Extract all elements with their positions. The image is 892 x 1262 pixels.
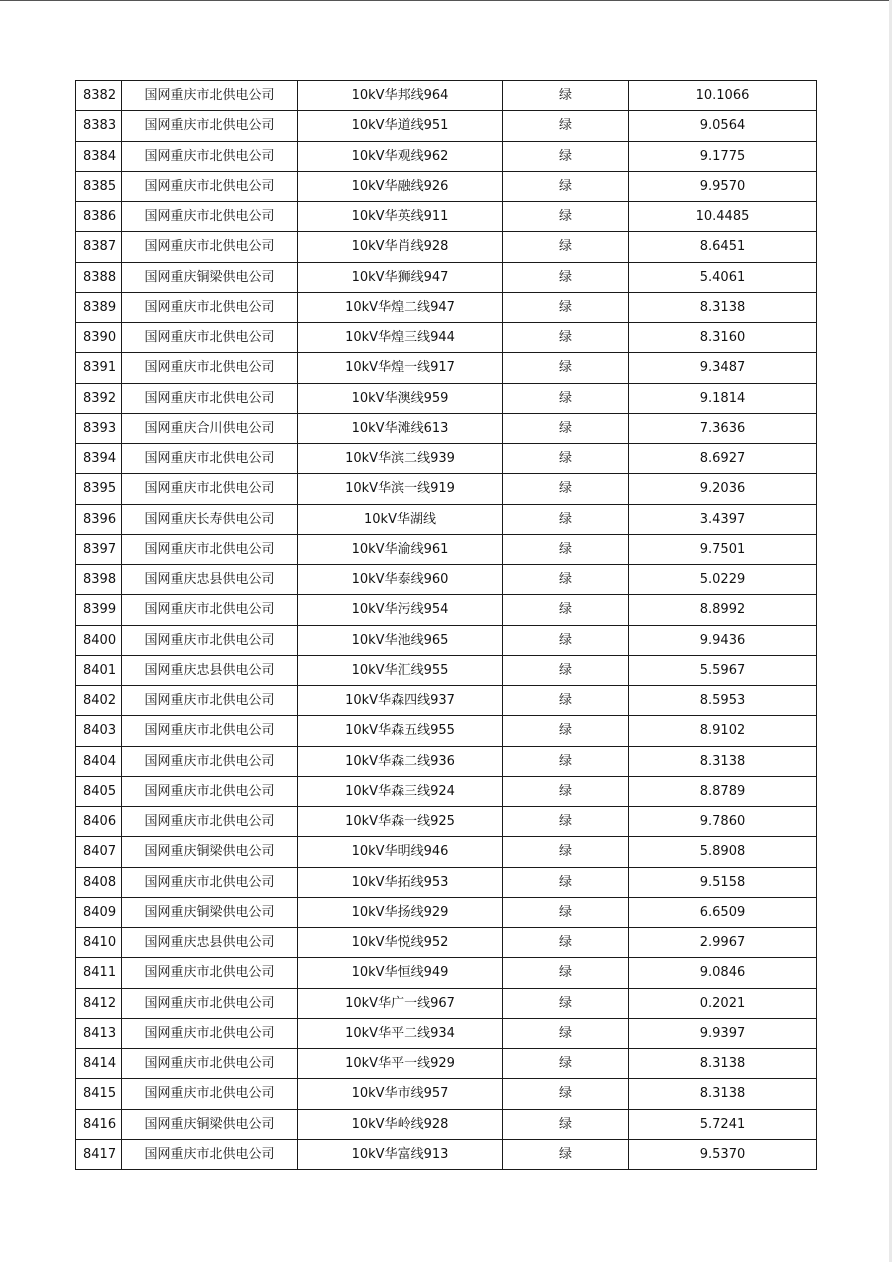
value-cell: 0.2021: [629, 988, 817, 1018]
line-name-cell: 10kV华煌二线947: [298, 292, 503, 322]
status-cell: 绿: [503, 111, 629, 141]
row-number-cell: 8413: [76, 1018, 122, 1048]
status-cell: 绿: [503, 413, 629, 443]
company-cell: 国网重庆市北供电公司: [122, 111, 298, 141]
status-cell: 绿: [503, 474, 629, 504]
company-cell: 国网重庆市北供电公司: [122, 444, 298, 474]
row-number-cell: 8389: [76, 292, 122, 322]
value-cell: 5.8908: [629, 837, 817, 867]
line-name-cell: 10kV华汇线955: [298, 655, 503, 685]
table-row: [76, 141, 817, 171]
line-name-cell: 10kV华市线957: [298, 1079, 503, 1109]
row-number-cell: 8383: [76, 111, 122, 141]
company-cell: 国网重庆市北供电公司: [122, 686, 298, 716]
status-cell: 绿: [503, 958, 629, 988]
value-cell: 8.8992: [629, 595, 817, 625]
table-row: [76, 474, 817, 504]
line-name-cell: 10kV华澳线959: [298, 383, 503, 413]
table-row: [76, 111, 817, 141]
value-cell: 9.0564: [629, 111, 817, 141]
status-cell: 绿: [503, 867, 629, 897]
table-row: [76, 1109, 817, 1139]
line-name-cell: 10kV华森三线924: [298, 776, 503, 806]
table-row: [76, 897, 817, 927]
company-cell: 国网重庆长寿供电公司: [122, 504, 298, 534]
table-row: [76, 504, 817, 534]
line-name-cell: 10kV华广一线967: [298, 988, 503, 1018]
company-cell: 国网重庆市北供电公司: [122, 1049, 298, 1079]
value-cell: 8.3138: [629, 746, 817, 776]
company-cell: 国网重庆合川供电公司: [122, 413, 298, 443]
value-cell: 8.8789: [629, 776, 817, 806]
row-number-cell: 8402: [76, 686, 122, 716]
value-cell: 9.0846: [629, 958, 817, 988]
row-number-cell: 8410: [76, 928, 122, 958]
row-number-cell: 8407: [76, 837, 122, 867]
status-cell: 绿: [503, 504, 629, 534]
line-name-cell: 10kV华污线954: [298, 595, 503, 625]
company-cell: 国网重庆市北供电公司: [122, 625, 298, 655]
company-cell: 国网重庆市北供电公司: [122, 746, 298, 776]
table-row: [76, 1079, 817, 1109]
company-cell: 国网重庆市北供电公司: [122, 353, 298, 383]
line-name-cell: 10kV华湖线: [298, 504, 503, 534]
status-cell: 绿: [503, 897, 629, 927]
table-row: [76, 353, 817, 383]
company-cell: 国网重庆铜梁供电公司: [122, 897, 298, 927]
value-cell: 5.7241: [629, 1109, 817, 1139]
line-name-cell: 10kV华池线965: [298, 625, 503, 655]
company-cell: 国网重庆市北供电公司: [122, 867, 298, 897]
value-cell: 9.3487: [629, 353, 817, 383]
row-number-cell: 8388: [76, 262, 122, 292]
table-row: [76, 776, 817, 806]
status-cell: 绿: [503, 292, 629, 322]
table-row: [76, 383, 817, 413]
table-row: [76, 716, 817, 746]
line-name-cell: 10kV华明线946: [298, 837, 503, 867]
company-cell: 国网重庆市北供电公司: [122, 141, 298, 171]
table-row: [76, 1049, 817, 1079]
table-row: [76, 171, 817, 201]
table-row: [76, 746, 817, 776]
company-cell: 国网重庆市北供电公司: [122, 534, 298, 564]
row-number-cell: 8415: [76, 1079, 122, 1109]
status-cell: 绿: [503, 353, 629, 383]
company-cell: 国网重庆忠县供电公司: [122, 655, 298, 685]
row-number-cell: 8387: [76, 232, 122, 262]
table-row: [76, 565, 817, 595]
value-cell: 8.3138: [629, 1079, 817, 1109]
line-name-cell: 10kV华煌一线917: [298, 353, 503, 383]
table-row: [76, 413, 817, 443]
table-row: [76, 232, 817, 262]
line-name-cell: 10kV华悦线952: [298, 928, 503, 958]
company-cell: 国网重庆市北供电公司: [122, 202, 298, 232]
row-number-cell: 8409: [76, 897, 122, 927]
row-number-cell: 8417: [76, 1139, 122, 1169]
value-cell: 2.9967: [629, 928, 817, 958]
company-cell: 国网重庆市北供电公司: [122, 1079, 298, 1109]
row-number-cell: 8406: [76, 807, 122, 837]
value-cell: 5.0229: [629, 565, 817, 595]
status-cell: 绿: [503, 383, 629, 413]
table-row: [76, 807, 817, 837]
page-top-border: [0, 0, 892, 1]
status-cell: 绿: [503, 625, 629, 655]
row-number-cell: 8397: [76, 534, 122, 564]
status-cell: 绿: [503, 988, 629, 1018]
value-cell: 8.3138: [629, 1049, 817, 1079]
value-cell: 3.4397: [629, 504, 817, 534]
row-number-cell: 8404: [76, 746, 122, 776]
table-row: [76, 323, 817, 353]
line-name-cell: 10kV华森一线925: [298, 807, 503, 837]
line-name-cell: 10kV华森二线936: [298, 746, 503, 776]
line-name-cell: 10kV华滨一线919: [298, 474, 503, 504]
row-number-cell: 8400: [76, 625, 122, 655]
company-cell: 国网重庆市北供电公司: [122, 776, 298, 806]
company-cell: 国网重庆市北供电公司: [122, 958, 298, 988]
value-cell: 9.2036: [629, 474, 817, 504]
company-cell: 国网重庆市北供电公司: [122, 474, 298, 504]
row-number-cell: 8391: [76, 353, 122, 383]
row-number-cell: 8386: [76, 202, 122, 232]
value-cell: 5.4061: [629, 262, 817, 292]
company-cell: 国网重庆市北供电公司: [122, 323, 298, 353]
value-cell: 9.9436: [629, 625, 817, 655]
company-cell: 国网重庆市北供电公司: [122, 1018, 298, 1048]
company-cell: 国网重庆市北供电公司: [122, 292, 298, 322]
row-number-cell: 8384: [76, 141, 122, 171]
status-cell: 绿: [503, 262, 629, 292]
line-name-cell: 10kV华拓线953: [298, 867, 503, 897]
row-number-cell: 8392: [76, 383, 122, 413]
status-cell: 绿: [503, 171, 629, 201]
status-cell: 绿: [503, 686, 629, 716]
status-cell: 绿: [503, 807, 629, 837]
data-table: [75, 80, 817, 1170]
company-cell: 国网重庆市北供电公司: [122, 232, 298, 262]
table-row: [76, 534, 817, 564]
line-name-cell: 10kV华道线951: [298, 111, 503, 141]
status-cell: 绿: [503, 141, 629, 171]
table-row: [76, 686, 817, 716]
status-cell: 绿: [503, 776, 629, 806]
table-row: [76, 867, 817, 897]
line-name-cell: 10kV华泰线960: [298, 565, 503, 595]
status-cell: 绿: [503, 746, 629, 776]
company-cell: 国网重庆市北供电公司: [122, 383, 298, 413]
row-number-cell: 8403: [76, 716, 122, 746]
line-name-cell: 10kV华邦线964: [298, 81, 503, 111]
status-cell: 绿: [503, 565, 629, 595]
line-name-cell: 10kV华滨二线939: [298, 444, 503, 474]
status-cell: 绿: [503, 1109, 629, 1139]
status-cell: 绿: [503, 444, 629, 474]
line-name-cell: 10kV华渝线961: [298, 534, 503, 564]
company-cell: 国网重庆市北供电公司: [122, 595, 298, 625]
table-row: [76, 262, 817, 292]
value-cell: 8.9102: [629, 716, 817, 746]
row-number-cell: 8416: [76, 1109, 122, 1139]
status-cell: 绿: [503, 534, 629, 564]
status-cell: 绿: [503, 81, 629, 111]
line-name-cell: 10kV华融线926: [298, 171, 503, 201]
status-cell: 绿: [503, 1139, 629, 1169]
status-cell: 绿: [503, 928, 629, 958]
table-row: [76, 595, 817, 625]
line-name-cell: 10kV华岭线928: [298, 1109, 503, 1139]
table-row: [76, 958, 817, 988]
status-cell: 绿: [503, 232, 629, 262]
status-cell: 绿: [503, 837, 629, 867]
line-name-cell: 10kV华森五线955: [298, 716, 503, 746]
value-cell: 9.9397: [629, 1018, 817, 1048]
row-number-cell: 8390: [76, 323, 122, 353]
value-cell: 8.6927: [629, 444, 817, 474]
row-number-cell: 8398: [76, 565, 122, 595]
status-cell: 绿: [503, 1049, 629, 1079]
line-name-cell: 10kV华扬线929: [298, 897, 503, 927]
value-cell: 9.7501: [629, 534, 817, 564]
value-cell: 8.6451: [629, 232, 817, 262]
table-row: [76, 837, 817, 867]
line-name-cell: 10kV华肖线928: [298, 232, 503, 262]
line-name-cell: 10kV华富线913: [298, 1139, 503, 1169]
value-cell: 8.3160: [629, 323, 817, 353]
line-name-cell: 10kV华森四线937: [298, 686, 503, 716]
line-name-cell: 10kV华狮线947: [298, 262, 503, 292]
company-cell: 国网重庆忠县供电公司: [122, 928, 298, 958]
status-cell: 绿: [503, 716, 629, 746]
line-name-cell: 10kV华平一线929: [298, 1049, 503, 1079]
value-cell: 8.5953: [629, 686, 817, 716]
value-cell: 9.5158: [629, 867, 817, 897]
row-number-cell: 8412: [76, 988, 122, 1018]
table-row: [76, 1139, 817, 1169]
status-cell: 绿: [503, 202, 629, 232]
value-cell: 9.9570: [629, 171, 817, 201]
status-cell: 绿: [503, 595, 629, 625]
value-cell: 8.3138: [629, 292, 817, 322]
row-number-cell: 8414: [76, 1049, 122, 1079]
value-cell: 7.3636: [629, 413, 817, 443]
line-name-cell: 10kV华滩线613: [298, 413, 503, 443]
status-cell: 绿: [503, 655, 629, 685]
value-cell: 10.4485: [629, 202, 817, 232]
line-name-cell: 10kV华平二线934: [298, 1018, 503, 1048]
company-cell: 国网重庆市北供电公司: [122, 81, 298, 111]
row-number-cell: 8401: [76, 655, 122, 685]
line-name-cell: 10kV华煌三线944: [298, 323, 503, 353]
status-cell: 绿: [503, 323, 629, 353]
row-number-cell: 8411: [76, 958, 122, 988]
table-row: [76, 988, 817, 1018]
value-cell: 5.5967: [629, 655, 817, 685]
row-number-cell: 8395: [76, 474, 122, 504]
table-row: [76, 202, 817, 232]
value-cell: 9.5370: [629, 1139, 817, 1169]
row-number-cell: 8393: [76, 413, 122, 443]
table-body: [76, 81, 817, 1170]
company-cell: 国网重庆市北供电公司: [122, 988, 298, 1018]
row-number-cell: 8405: [76, 776, 122, 806]
table-row: [76, 625, 817, 655]
row-number-cell: 8396: [76, 504, 122, 534]
value-cell: 9.7860: [629, 807, 817, 837]
status-cell: 绿: [503, 1079, 629, 1109]
row-number-cell: 8399: [76, 595, 122, 625]
table-row: [76, 1018, 817, 1048]
value-cell: 6.6509: [629, 897, 817, 927]
status-cell: 绿: [503, 1018, 629, 1048]
company-cell: 国网重庆市北供电公司: [122, 807, 298, 837]
table-row: [76, 444, 817, 474]
table-row: [76, 928, 817, 958]
line-name-cell: 10kV华英线911: [298, 202, 503, 232]
row-number-cell: 8408: [76, 867, 122, 897]
company-cell: 国网重庆市北供电公司: [122, 171, 298, 201]
company-cell: 国网重庆铜梁供电公司: [122, 262, 298, 292]
line-name-cell: 10kV华观线962: [298, 141, 503, 171]
table-row: [76, 292, 817, 322]
row-number-cell: 8394: [76, 444, 122, 474]
line-name-cell: 10kV华恒线949: [298, 958, 503, 988]
company-cell: 国网重庆市北供电公司: [122, 716, 298, 746]
value-cell: 9.1775: [629, 141, 817, 171]
table-row: [76, 81, 817, 111]
value-cell: 9.1814: [629, 383, 817, 413]
company-cell: 国网重庆市北供电公司: [122, 1139, 298, 1169]
value-cell: 10.1066: [629, 81, 817, 111]
row-number-cell: 8382: [76, 81, 122, 111]
company-cell: 国网重庆铜梁供电公司: [122, 837, 298, 867]
company-cell: 国网重庆铜梁供电公司: [122, 1109, 298, 1139]
company-cell: 国网重庆忠县供电公司: [122, 565, 298, 595]
table-row: [76, 655, 817, 685]
row-number-cell: 8385: [76, 171, 122, 201]
